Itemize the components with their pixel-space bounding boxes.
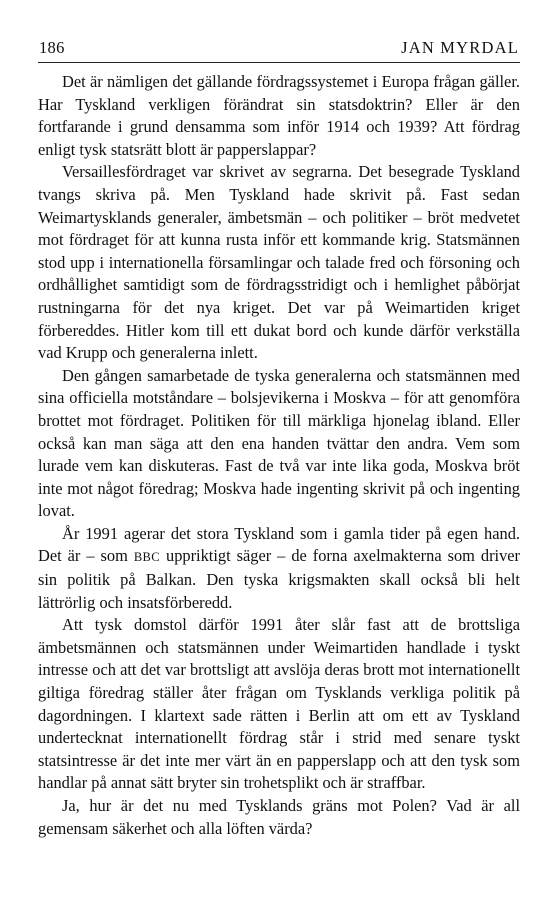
paragraph-text-after-abbreviation: uppriktigt säger – de forna axelmakterna som driver sin politik på Balkan. Den tyska krigsmakten skall också bli helt lättrörlig och insatsförberedd.	[38, 546, 521, 612]
book-page	[38, 38, 520, 840]
paragraph: Den gången samarbetade de tyska generalerna och statsmännen med sina officiella motståndare – bolsjevikerna i Moskva – för att genomföra brottet mot fördraget. Politiken för till märkliga hjonelag ibland. Eller också kan man säga att den ena handen tvättar den andra. Vem som lurade vem kan diskuteras. Fast de två var inte lika goda, Moskva bröt inte mot något föredrag; Moskva hade ingenting skrivit på och ingenting lovat.	[38, 365, 520, 521]
paragraph	[38, 523, 520, 614]
paragraph-text-before-abbreviation: År 1991 agerar det stora Tyskland som i gamla tider på egen hand. Det är – som	[38, 523, 520, 566]
paragraph: Att tysk domstol därför 1991 åter slår fast att de brottsliga ämbetsmännen och statsmännen under Weimartiden handlade i tyskt intresse och att det var brottsligt att avslöja deras brott mot internationellt giltiga föredrag ställer åter frågan om Tysklands verkliga politik på dagordningen. I klartext sade rätten i Berlin att om ett av Tyskland undertecknat internationellt fördrag står i strid med senare tyskt statsintresse är det inte mer värt än en papperslapp och att den tysk som handlar på annat sätt bryter sin trohetsplikt och är straffbar.	[38, 615, 520, 793]
paragraph: Ja, hur är det nu med Tysklands gräns mot Polen? Vad är all gemensam säkerhet och alla löften värda?	[38, 796, 520, 838]
body-text	[38, 71, 520, 840]
page-number: 186	[39, 38, 65, 57]
paragraph: Versaillesfördraget var skrivet av segrarna. Det besegrade Tyskland tvangs skriva på. Men Tyskland hade skrivit på. Fast sedan Weimartysklands generaler, ämbetsmän – och politiker – bröt medvetet mot fördraget för att kunna rusta inför ett kommande krig. Statsmännen stod upp i internationella församlingar och talade fred och försoning och ordhållighet samtidigt som de fördragsstridigt och i hemlighet påbörjat rustningarna för det nya kriget. Det var på Weimartiden kriget förbereddes. Hitler kom till ett dukat bord och kunde därför verkställa vad Krupp och generalerna inlett.	[38, 162, 520, 363]
paragraph: Det är nämligen det gällande fördragssystemet i Europa frågan gäller. Har Tyskland verkligen förändrat sin statsdoktrin? Eller är den fortfarande i grund densamma som inför 1914 och 1939? Att fördrag enligt tysk statsrätt blott är papperslappar?	[38, 72, 520, 159]
running-head-author: JAN MYRDAL	[401, 38, 519, 57]
abbreviation-bbc: BBC	[133, 550, 161, 565]
running-header	[38, 38, 520, 63]
